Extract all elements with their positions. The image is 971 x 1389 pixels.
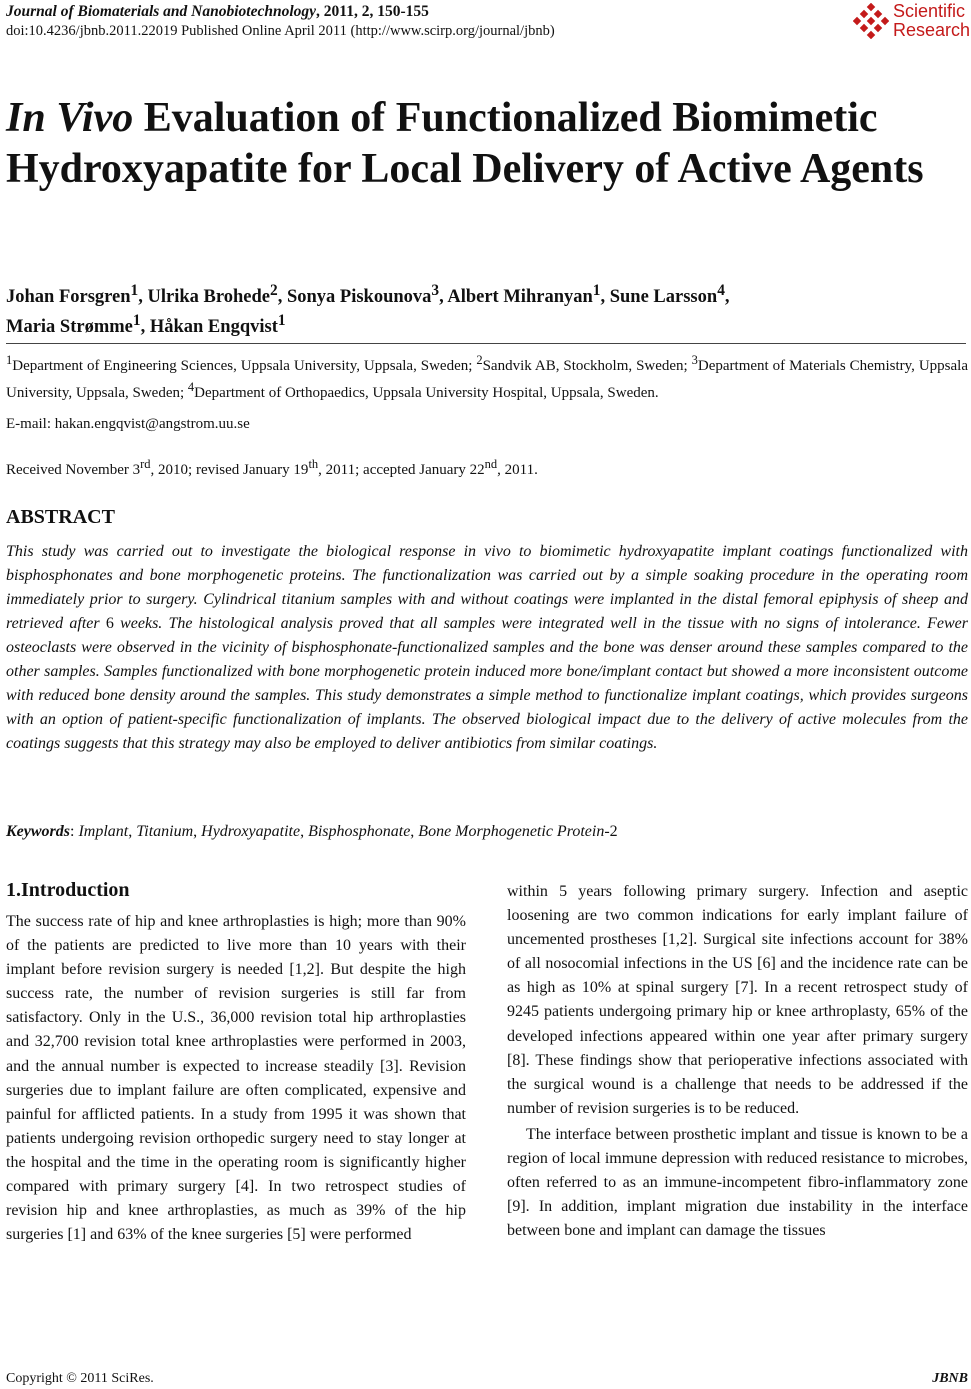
author [286, 282, 448, 308]
affil-text: Sandvik AB, Stockholm, Sweden; [482, 358, 692, 374]
author-name: Maria Strømme [6, 317, 133, 338]
keywords-colon: : [70, 823, 79, 840]
ordinal-sup: rd [140, 457, 151, 471]
author-sep: , [724, 287, 730, 308]
journal-header [6, 2, 706, 41]
logo-text [893, 2, 971, 40]
header-divider [6, 343, 966, 344]
title-main-part: Evaluation of Functionalized Biomimetic Hydroxyapatite for Local Delivery of Active Agents [6, 95, 924, 192]
abstract-number: 6 [105, 615, 114, 632]
keyword-sep: , [193, 823, 202, 840]
journal-name: Journal of Biomaterials and Nanobiotechnology [6, 3, 317, 20]
affiliations [6, 350, 968, 404]
affil-sup: 3 [691, 353, 698, 367]
article-title [6, 93, 966, 195]
author-name: Sune Larsson [609, 287, 718, 308]
intro-paragraph-1: The success rate of hip and knee arthroplasties is high; more than 90% of the patients are predicted to live more than 10 years with their implant before revision surgery is needed [1,2]. But despite the high success rate, the number of revision surgeries is still far from satisfactory. Only in the U.S., 36,000 revision total hip arthroplasties and 32,700 revision total knee arthroplasties were performed in 2003, and the annual number is expected to increase steadily [3]. Revision surgeries due to implant failure are often complicated, expensive and painful for afflicted patients. In a study from 1995 it was shown that patients undergoing revision orthopedic surgery need to stay longer at the hospital and the time in the operating room is significantly higher compared with primary surgery [4]. In two retrospect studies of revision hip and knee arthroplasties, as much as 39% of the hip surgeries [1] and 63% of the knee surgeries [5] were performed [6, 913, 466, 1244]
author-sep: , [600, 287, 610, 308]
intro-paragraph-3: The interface between prosthetic implant and tissue is known to be a region of local immune depression with reduced resistance to microbes, often referred to as an immune-incompetent fibro-inflammatory zone [9]. In addition, implant migration due instability in the interface between bone and implant can damage the tissues [507, 1125, 968, 1240]
author [6, 282, 148, 308]
keyword: Hydroxyapatite [201, 823, 301, 840]
author-affil-sup: 1 [130, 282, 139, 299]
scientific-research-logo-icon [853, 3, 889, 39]
author-name: Håkan Engqvist [149, 317, 278, 338]
affil-sup: 1 [6, 353, 13, 367]
title-italic-part: In Vivo [6, 95, 134, 141]
keyword: Bone Morphogenetic Protein- [418, 823, 610, 840]
abstract-text-part: This study was carried out to investigate the biological response in vivo to biomimetic hydroxyapatite implant coatings functionalized with bisphosphonates and bone morphogenetic proteins. The functionalization was carried out by a simple soaking procedure in the operating room immediately prior to surgery. Cylindrical titanium samples with and without coatings were implanted in the distal femoral epiphysis of sheep and retrieved after [6, 543, 968, 632]
publisher-logo [853, 2, 971, 42]
copyright-notice: Copyright © 2011 SciRes. [6, 1371, 154, 1386]
page-footer [6, 1369, 968, 1389]
author-name: Johan Forsgren [6, 287, 131, 308]
author-affil-sup: 2 [269, 282, 278, 299]
author-sep: , [140, 317, 150, 338]
affil-text: Department of Orthopaedics, Uppsala University Hospital, Uppsala, Sweden. [194, 385, 659, 401]
author [6, 312, 150, 338]
logo-line-2: Research [893, 20, 971, 40]
author-list [6, 279, 966, 339]
left-column [6, 876, 466, 1247]
author-affil-sup: 3 [431, 282, 440, 299]
keyword: Titanium [136, 823, 194, 840]
right-column [507, 880, 968, 1243]
affil-sup: 2 [476, 353, 483, 367]
abstract-text [6, 540, 968, 756]
ordinal-sup: nd [484, 457, 498, 471]
revised-text: , 2010; revised January 19 [150, 462, 309, 478]
abstract-heading: ABSTRACT [6, 506, 115, 528]
author-name: Albert Mihranyan [447, 287, 593, 308]
journal-volume: , 2011, 2, 150-155 [316, 3, 429, 20]
keyword-sep: , [300, 823, 309, 840]
abstract-text-part: weeks. The histological analysis proved that all samples were integrated well in the tissue with no signs of intolerance. Fewer osteoclasts were observed in the vicinity of bisphosphonate-functionalized samples and the bone was denser around these samples compared to the other samples. Samples functionalized with bone morphogenetic protein induced more bone/implant contact but showed a more inconsistent outcome with reduced bone density around the samples. This study demonstrates a simple method to functionalize implant coatings, which provides surgeons with an option of patient-specific functionalization of implants. The observed biological impact due to the delivery of active molecules from the coatings suggests that this strategy may also be employed to deliver antibiotics from similar coatings. [6, 615, 969, 752]
author-affil-sup: 4 [717, 282, 725, 299]
ordinal-sup: th [308, 457, 319, 471]
author-name: Ulrika Brohede [147, 287, 270, 308]
contact-email[interactable]: E-mail: hakan.engqvist@angstrom.uu.se [6, 416, 250, 432]
author-sep: , [138, 287, 148, 308]
keyword: Implant [78, 823, 129, 840]
author [149, 312, 286, 338]
journal-abbreviation: JBNB [932, 1371, 968, 1386]
received-text: Received November 3 [6, 462, 141, 478]
intro-paragraph-2: within 5 years following primary surgery. Infection and aseptic loosening are two common indications for early implant failure of uncemented prostheses [1,2]. Surgical site infections account for 38% of all nosocomial infections in the US [6] and the incidence rate can be as high as 10% at spinal surgery [7]. In a recent retrospect study of 9245 patients undergoing primary hip or knee arthroplasty, 65% of the developed infections appeared within one year after primary surgery [8]. These findings show that perioperative infections associated with the surgical wound is a challenge that needs to be addressed if the number of revision surgeries is to be reduced. [507, 883, 968, 1117]
keyword: Bisphosphonate [308, 823, 411, 840]
author [147, 282, 287, 308]
author [447, 282, 610, 308]
keyword-sep: , [128, 823, 137, 840]
author-sep: , [277, 287, 287, 308]
accepted-text: , 2011; accepted January 22 [318, 462, 485, 478]
keyword-sep: 2 [609, 823, 618, 840]
received-dates [6, 454, 538, 481]
journal-citation [6, 2, 706, 22]
doi-line: doi:10.4236/jbnb.2011.22019 Published Online April 2011 (http://www.scirp.org/journal/jbnb) [6, 23, 555, 39]
keywords-label: Keywords [6, 823, 70, 840]
affil-sup: 4 [187, 380, 195, 394]
keywords [6, 820, 968, 844]
author-affil-sup: 1 [592, 282, 601, 299]
author-name: Sonya Piskounova [286, 287, 432, 308]
logo-line-1: Scientific [893, 1, 966, 21]
author-sep: , [439, 287, 448, 308]
author [609, 282, 730, 308]
section-heading-introduction: 1.Introduction [6, 879, 130, 901]
affil-text: Department of Materials Chemistry, Uppsala University, Uppsala, Sweden; [6, 358, 968, 401]
year-text: , 2011. [497, 462, 538, 478]
affil-text: Department of Engineering Sciences, Uppsala University, Uppsala, Sweden; [12, 358, 477, 374]
author-affil-sup: 1 [132, 312, 141, 330]
author-affil-sup: 1 [277, 312, 286, 330]
keyword-sep: , [410, 823, 419, 840]
